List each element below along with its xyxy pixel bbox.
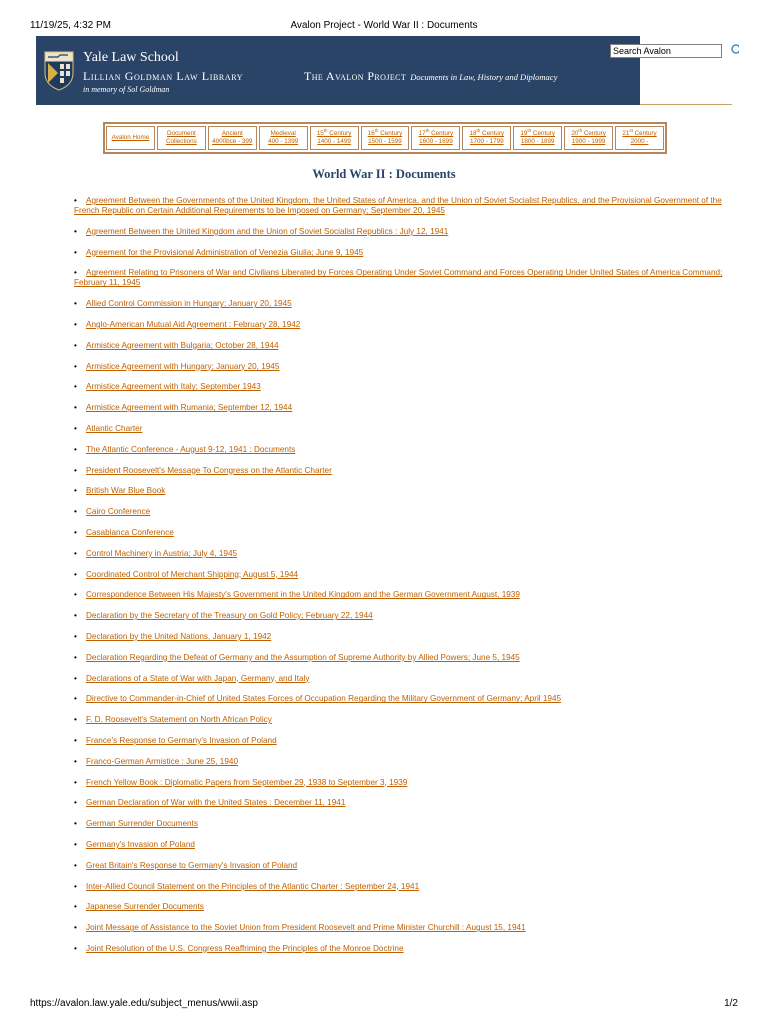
document-link[interactable]: The Atlantic Conference - August 9-12, 1941 : Documents xyxy=(86,444,296,454)
nav-label: Ancient xyxy=(221,130,243,137)
list-item: • Allied Control Commission in Hungary; January 20, 1945 xyxy=(74,299,292,309)
list-item: • Great Britain's Response to Germany's Invasion of Poland xyxy=(74,860,298,870)
print-url: https://avalon.law.yale.edu/subject_menus/wwii.asp xyxy=(30,998,258,1009)
document-link[interactable]: Japanese Surrender Documents xyxy=(86,902,204,912)
search-icon[interactable] xyxy=(729,43,739,57)
list-item: • Declaration by the Secretary of the Treasury on Gold Policy; February 22, 1944 xyxy=(74,611,373,621)
project-name: The Avalon Project xyxy=(304,69,407,83)
list-item: • Inter-Allied Council Statement on the Principles of the Atlantic Charter : September 24, 1941 xyxy=(74,881,420,891)
list-item: • Control Machinery in Austria; July 4, 1945 xyxy=(74,548,238,558)
document-link[interactable]: Agreement Between the United Kingdom and the Union of Soviet Socialist Republics : July 12, 1941 xyxy=(86,226,449,236)
nav-21st-century[interactable] xyxy=(615,126,664,150)
document-link[interactable]: French Yellow Book : Diplomatic Papers from September 29, 1938 to September 3, 1939 xyxy=(86,777,408,787)
document-link[interactable]: Anglo-American Mutual Aid Agreement : February 28, 1942 xyxy=(86,319,301,329)
nav-range: 1400 - 1499 xyxy=(317,138,351,145)
yale-shield-icon xyxy=(44,51,74,91)
nav-label: 18th Century xyxy=(469,127,505,137)
list-item: • Atlantic Charter xyxy=(74,423,143,433)
nav-18th-century[interactable] xyxy=(462,126,511,150)
list-item: • Armistice Agreement with Hungary; January 20, 1945 xyxy=(74,361,280,371)
print-footer xyxy=(0,996,768,1024)
nav-20th-century[interactable] xyxy=(564,126,613,150)
document-link[interactable]: Agreement Relating to Prisoners of War and Civilians Liberated by Forces Operating Under Soviet Command and Forces Operating Under United States of America Command; February 11, 1945 xyxy=(74,268,723,288)
nav-label: Document xyxy=(167,130,196,137)
nav-label: Avalon Home xyxy=(111,134,150,141)
library-name: Lillian Goldman Law Library xyxy=(83,69,244,83)
memorial-note: in memory of Sol Goldman xyxy=(83,85,170,94)
document-list xyxy=(74,196,724,965)
nav-range: 1600 - 1699 xyxy=(419,138,453,145)
print-header xyxy=(0,0,768,34)
list-item: • Japanese Surrender Documents xyxy=(74,902,204,912)
document-link[interactable]: Casablanca Conference xyxy=(86,527,174,537)
document-link[interactable]: Germany's Invasion of Poland xyxy=(86,839,195,849)
list-item: • F. D. Roosevelt's Statement on North African Policy xyxy=(74,715,272,725)
list-item: • Declaration by the United Nations, January 1, 1942 xyxy=(74,631,272,641)
document-link[interactable]: Armistice Agreement with Rumania; September 12, 1944 xyxy=(86,403,293,413)
list-item: • Anglo-American Mutual Aid Agreement : February 28, 1942 xyxy=(74,319,301,329)
print-page-title: Avalon Project - World War II : Documents xyxy=(290,20,478,31)
nav-range: 1500 - 1599 xyxy=(368,138,402,145)
list-item: • Joint Message of Assistance to the Soviet Union from President Roosevelt and Prime Minister Churchill : August 15, 1941 xyxy=(74,923,526,933)
list-item: • Armistice Agreement with Rumania; September 12, 1944 xyxy=(74,403,293,413)
list-item: • The Atlantic Conference - August 9-12, 1941 : Documents xyxy=(74,444,296,454)
project-subtitle: Documents in Law, History and Diplomacy xyxy=(410,72,558,82)
print-date: 11/19/25, 4:32 PM xyxy=(30,20,111,31)
document-link[interactable]: Coordinated Control of Merchant Shipping; August 5, 1944 xyxy=(86,569,299,579)
list-item: • Cairo Conference xyxy=(74,507,151,517)
nav-range: Collections xyxy=(165,138,197,145)
document-link[interactable]: Agreement for the Provisional Administration of Venezia Giulia; June 9, 1945 xyxy=(86,247,364,257)
document-link[interactable]: Control Machinery in Austria; July 4, 1945 xyxy=(86,548,238,558)
list-item: • British War Blue Book xyxy=(74,486,166,496)
list-item: • Directive to Commander-in-Chief of United States Forces of Occupation Regarding the Military Government of Germany; April 1945 xyxy=(74,694,562,704)
document-link[interactable]: President Roosevelt's Message To Congress on the Atlantic Charter xyxy=(86,465,332,475)
document-link[interactable]: Armistice Agreement with Italy; September 1943 xyxy=(86,382,261,392)
document-link[interactable]: German Surrender Documents xyxy=(86,819,198,829)
list-item: • Joint Resolution of the U.S. Congress Reaffriming the Principles of the Monroe Doctrine xyxy=(74,943,404,953)
nav-label: 17th Century xyxy=(418,127,454,137)
nav-ancient[interactable] xyxy=(208,126,257,150)
document-link[interactable]: Declarations of a State of War with Japan, Germany, and Italy xyxy=(86,673,310,683)
nav-label: 16th Century xyxy=(367,127,403,137)
nav-avalon-home[interactable] xyxy=(106,126,155,150)
site-banner xyxy=(36,36,640,105)
nav-range: 4000bce - 399 xyxy=(212,138,253,145)
document-link[interactable]: British War Blue Book xyxy=(86,486,166,496)
nav-range: 1700 - 1799 xyxy=(469,138,504,145)
list-item: • Agreement Relating to Prisoners of War and Civilians Liberated by Forces Operating Under Soviet Command and Forces Operating Under United States of America Command; February 11, 1945 xyxy=(74,268,723,288)
list-item: • Casablanca Conference xyxy=(74,527,174,537)
document-link[interactable]: France's Response to Germany's Invasion of Poland xyxy=(86,735,277,745)
list-item: • Franco-German Armistice : June 25, 1940 xyxy=(74,756,238,766)
document-link[interactable]: Declaration by the United Nations, January 1, 1942 xyxy=(86,631,272,641)
document-link[interactable]: F. D. Roosevelt's Statement on North African Policy xyxy=(86,715,272,725)
divider xyxy=(640,104,732,105)
document-link[interactable]: Atlantic Charter xyxy=(86,423,143,433)
document-link[interactable]: Cairo Conference xyxy=(86,507,151,517)
nav-range: 400 - 1399 xyxy=(268,138,299,145)
nav-range: 1900 - 1999 xyxy=(571,138,606,145)
nav-label: 20th Century xyxy=(571,127,606,137)
list-item: • President Roosevelt's Message To Congress on the Atlantic Charter xyxy=(74,465,332,475)
nav-label: 15th Century xyxy=(316,127,352,137)
nav-19th-century[interactable] xyxy=(513,126,562,150)
list-item: • French Yellow Book : Diplomatic Papers from September 29, 1938 to September 3, 1939 xyxy=(74,777,408,787)
nav-17th-century[interactable] xyxy=(411,126,460,150)
nav-range: 2000 - xyxy=(630,138,649,145)
page-number: 1/2 xyxy=(724,998,738,1009)
list-item: • Declarations of a State of War with Japan, Germany, and Italy xyxy=(74,673,310,683)
list-item: • Correspondence Between His Majesty's Government in the United Kingdom and the German Government August, 1939 xyxy=(74,590,520,600)
document-link[interactable]: Declaration Regarding the Defeat of Germany and the Assumption of Supreme Authority by Allied Powers; June 5, 1945 xyxy=(86,652,520,662)
century-nav xyxy=(103,122,667,154)
document-link[interactable]: German Declaration of War with the United States : December 11, 1941 xyxy=(86,798,346,808)
document-link[interactable]: Inter-Allied Council Statement on the Principles of the Atlantic Charter : September 24, 1941 xyxy=(86,881,420,891)
document-link[interactable]: Great Britain's Response to Germany's Invasion of Poland xyxy=(86,860,298,870)
list-item: • Germany's Invasion of Poland xyxy=(74,839,195,849)
list-item: • Agreement Between the United Kingdom and the Union of Soviet Socialist Republics : July 12, 1941 xyxy=(74,226,449,236)
document-link[interactable]: Joint Message of Assistance to the Soviet Union from President Roosevelt and Prime Minister Churchill : August 15, 1941 xyxy=(86,923,526,933)
list-item: • Armistice Agreement with Italy; September 1943 xyxy=(74,382,261,392)
document-link[interactable]: Franco-German Armistice : June 25, 1940 xyxy=(86,756,238,766)
document-link[interactable]: Agreement Between the Governments of the United Kingdom, the United States of America, and the Union of Soviet Socialist Republics, and the Provisional Government of the French Republic on Certain Additional Requirements to be Imposed on Germany; September 20, 1945 xyxy=(74,196,722,215)
nav-range: 1800 - 1899 xyxy=(520,138,555,145)
nav-16th-century[interactable] xyxy=(361,126,410,150)
nav-document-collections[interactable] xyxy=(157,126,206,150)
list-item: • German Declaration of War with the United States : December 11, 1941 xyxy=(74,798,346,808)
list-item: • Agreement for the Provisional Administration of Venezia Giulia; June 9, 1945 xyxy=(74,247,364,257)
document-link[interactable]: Armistice Agreement with Bulgaria; October 28, 1944 xyxy=(86,340,279,350)
search-input[interactable] xyxy=(610,44,722,58)
nav-label: Medieval xyxy=(270,130,296,137)
nav-label: 19th Century xyxy=(520,127,555,137)
document-link[interactable]: Armistice Agreement with Hungary; January 20, 1945 xyxy=(86,361,280,371)
document-link[interactable]: Joint Resolution of the U.S. Congress Reaffriming the Principles of the Monroe Doctrine xyxy=(86,943,404,953)
project-title[interactable] xyxy=(304,69,557,84)
nav-medieval[interactable] xyxy=(259,126,308,150)
document-link[interactable]: Allied Control Commission in Hungary; January 20, 1945 xyxy=(86,299,292,309)
list-item: • Coordinated Control of Merchant Shipping; August 5, 1944 xyxy=(74,569,299,579)
document-link[interactable]: Directive to Commander-in-Chief of United States Forces of Occupation Regarding the Military Government of Germany; April 1945 xyxy=(86,694,562,704)
list-item: • German Surrender Documents xyxy=(74,819,198,829)
document-link[interactable]: Declaration by the Secretary of the Treasury on Gold Policy; February 22, 1944 xyxy=(86,611,373,621)
nav-label: 21st Century xyxy=(622,127,657,137)
document-link[interactable]: Correspondence Between His Majesty's Government in the United Kingdom and the German Government August, 1939 xyxy=(86,590,520,600)
list-item: • Agreement Between the Governments of the United Kingdom, the United States of America, and the Union of Soviet Socialist Republics, and the Provisional Government of the French Republic on Certain Additional Requirements to be Imposed on Germany; September 20, 1945 xyxy=(74,196,722,215)
school-name: Yale Law School xyxy=(83,50,179,65)
page-title: World War II : Documents xyxy=(312,167,456,181)
list-item: • Declaration Regarding the Defeat of Germany and the Assumption of Supreme Authority by Allied Powers; June 5, 1945 xyxy=(74,652,520,662)
list-item: • France's Response to Germany's Invasion of Poland xyxy=(74,735,277,745)
list-item: • Armistice Agreement with Bulgaria; October 28, 1944 xyxy=(74,340,279,350)
nav-15th-century[interactable] xyxy=(310,126,359,150)
